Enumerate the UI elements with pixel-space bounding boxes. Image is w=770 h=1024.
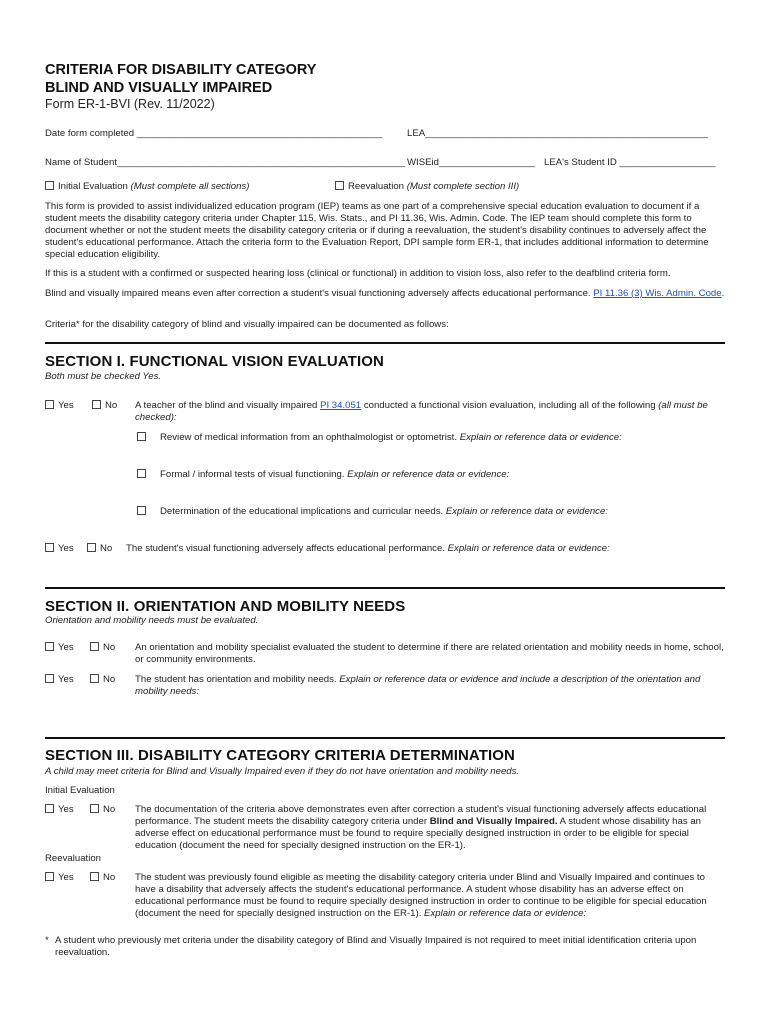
s3-q1-no[interactable]: No — [90, 804, 115, 816]
checkbox-icon[interactable] — [45, 804, 54, 813]
section2-subtitle: Orientation and mobility needs must be evaluated. — [45, 615, 259, 626]
section-divider — [45, 342, 725, 344]
s3-q2-text: The student was previously found eligible as meeting the disability category criteria under Blind and Visually Impaired and continues to have a disability that adversely affects the student's educational performance. A student whose disability has an adverse effect on educational performance must be found to require specially designed instruction in order to continue to be eligible for special education (document the need for specially designed instruction on the ER-1). Explain or reference data or evidence: — [135, 872, 707, 919]
s1-q1-text: A teacher of the blind and visually impaired PI 34.051 conducted a functional vision evaluation, including all of the following (all must be checked): — [135, 400, 708, 423]
s3-q2-no[interactable]: No — [90, 872, 115, 884]
checkbox-icon[interactable] — [45, 400, 54, 409]
section1-title: SECTION I. FUNCTIONAL VISION EVALUATION — [45, 353, 384, 370]
checkbox-icon[interactable] — [137, 506, 146, 515]
initial-evaluation-option[interactable]: Initial Evaluation (Must complete all sections) — [45, 181, 249, 193]
criteria-intro: Criteria* for the disability category of blind and visually impaired can be documented as follows: — [45, 319, 449, 330]
form-title-line2: BLIND AND VISUALLY IMPAIRED — [45, 80, 273, 96]
s2-q2-yes[interactable]: Yes — [45, 674, 74, 686]
checkbox-icon[interactable] — [45, 181, 54, 190]
s2-q2-no[interactable]: No — [90, 674, 115, 686]
checkbox-icon[interactable] — [137, 469, 146, 478]
s2-q1-yes[interactable]: Yes — [45, 642, 74, 654]
checkbox-icon[interactable] — [45, 642, 54, 651]
checkbox-icon[interactable] — [335, 181, 344, 190]
section1-subtitle: Both must be checked Yes. — [45, 371, 162, 382]
intro-paragraph: This form is provided to assist individualized education program (IEP) teams as one part of a comprehensive special education evaluation to document if a student meets the disability category criteria under Chapter 115, Wis. Stats., and PI 11.36, Wis. Admin. Code. The IEP team should complete this form to document whether or not the student meets the disability category criteria or if during a reevaluation, the student's disability continues to adversely affect the student's educational performance. Attach the criteria form to the Evaluation Report, DPI sample form ER-1, that includes additional information to determine special education eligibility. — [45, 201, 709, 260]
section-divider — [45, 737, 725, 739]
s2-q2-text: The student has orientation and mobility needs. Explain or reference data or evidence and include a description of the orientation and mobility needs: — [135, 674, 701, 697]
checkbox-icon[interactable] — [90, 804, 99, 813]
s3-q2-yes[interactable]: Yes — [45, 872, 74, 884]
s1-sub1[interactable]: Review of medical information from an ophthalmologist or optometrist. Explain or reference data or evidence: — [137, 432, 622, 444]
s2-q1-text: An orientation and mobility specialist evaluated the student to determine if there are related orientation and mobility needs in home, school, or community environments. — [135, 642, 724, 665]
checkbox-icon[interactable] — [45, 543, 54, 552]
reevaluation-option[interactable]: Reevaluation (Must complete section III) — [335, 181, 519, 193]
date-completed-field[interactable]: Date form completed ______________________________________________ — [45, 128, 383, 139]
checkbox-icon[interactable] — [45, 872, 54, 881]
hearing-loss-note: If this is a student with a confirmed or suspected hearing loss (clinical or functional) in addition to vision loss, also refer to the deafblind criteria form. — [45, 268, 671, 279]
form-id: Form ER-1-BVI (Rev. 11/2022) — [45, 97, 215, 111]
section2-title: SECTION II. ORIENTATION AND MOBILITY NEEDS — [45, 598, 406, 615]
form-title-line1: CRITERIA FOR DISABILITY CATEGORY — [45, 62, 317, 78]
footnote-marker: * — [45, 935, 49, 946]
student-name-field[interactable]: Name of Student______________________________________________________ — [45, 157, 406, 168]
wiseid-field[interactable]: WISEid__________________ — [407, 157, 536, 168]
s1-q2-text: The student's visual functioning adversely affects educational performance. Explain or reference data or evidence: — [126, 543, 610, 554]
checkbox-icon[interactable] — [90, 872, 99, 881]
s1-q2-yes[interactable]: Yes — [45, 543, 74, 555]
checkbox-icon[interactable] — [87, 543, 96, 552]
section3-subtitle: A child may meet criteria for Blind and Visually Impaired even if they do not have orientation and mobility needs. — [45, 766, 520, 777]
initial-evaluation-heading: Initial Evaluation — [45, 785, 115, 796]
checkbox-icon[interactable] — [90, 674, 99, 683]
definition-paragraph: Blind and visually impaired means even after correction a student's visual functioning adversely affects educational performance. PI 11.36 (3) Wis. Admin. Code. — [45, 288, 725, 299]
s1-q2-no[interactable]: No — [87, 543, 112, 555]
s3-q1-yes[interactable]: Yes — [45, 804, 74, 816]
section-divider — [45, 587, 725, 589]
checkbox-icon[interactable] — [45, 674, 54, 683]
s1-q1-yes[interactable]: Yes — [45, 400, 74, 412]
section3-title: SECTION III. DISABILITY CATEGORY CRITERIA DETERMINATION — [45, 747, 515, 764]
s2-q1-no[interactable]: No — [90, 642, 115, 654]
checkbox-icon[interactable] — [137, 432, 146, 441]
s1-q1-no[interactable]: No — [92, 400, 117, 412]
s1-sub2[interactable]: Formal / informal tests of visual functioning. Explain or reference data or evidence: — [137, 469, 509, 481]
s1-sub3[interactable]: Determination of the educational implications and curricular needs. Explain or reference data or evidence: — [137, 506, 608, 518]
pi-11-36-link[interactable]: PI 11.36 (3) Wis. Admin. Code — [593, 288, 722, 299]
checkbox-icon[interactable] — [92, 400, 101, 409]
pi-34-051-link[interactable]: PI 34.051 — [320, 400, 362, 411]
checkbox-icon[interactable] — [90, 642, 99, 651]
footnote-text: A student who previously met criteria under the disability category of Blind and Visually Impaired is not required to meet initial identification criteria upon reevaluation. — [55, 935, 697, 958]
reevaluation-heading: Reevaluation — [45, 853, 102, 864]
lea-field[interactable]: LEA_____________________________________________________ — [407, 128, 708, 139]
s3-q1-text: The documentation of the criteria above demonstrates even after correction a student's visual functioning adversely affects educational performance. The student meets the disability category criteria under Blind and Visually Impaired. A student whose disability has an adverse effect on educational performance must be found to require specially designed instruction in order to be eligible for special education (document the need for specially designed instruction on the ER-1). — [135, 804, 707, 851]
lea-student-id-field[interactable]: LEA's Student ID __________________ — [544, 157, 716, 168]
